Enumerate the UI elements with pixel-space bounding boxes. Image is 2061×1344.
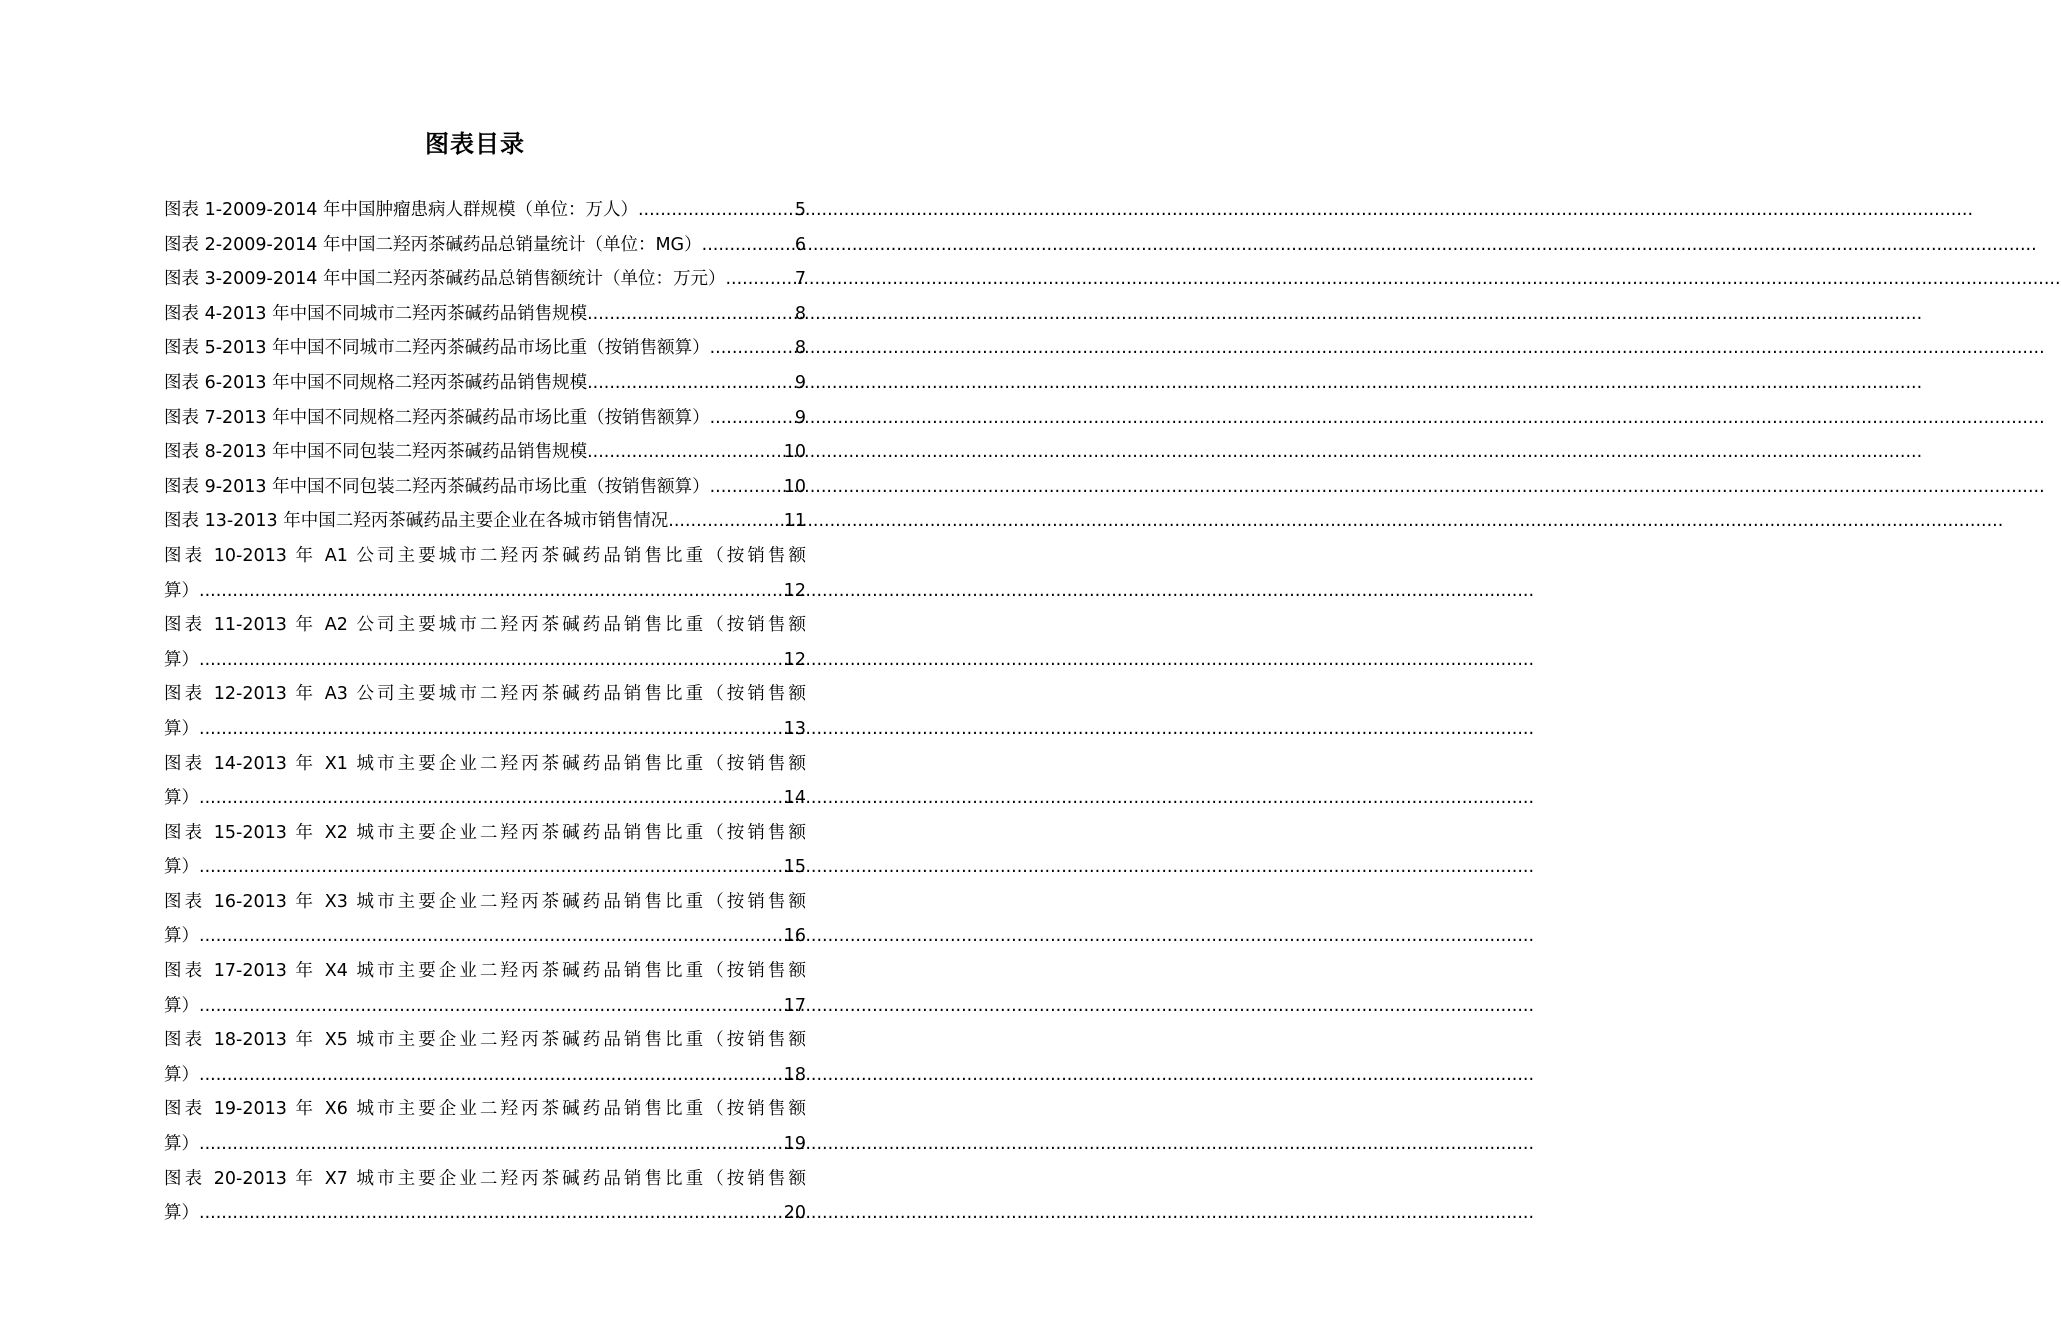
toc-leader-dots [199,919,782,954]
toc-page-number: 6 [794,234,806,255]
toc-entry[interactable] [164,193,806,228]
toc-leader-dots [668,504,781,539]
toc-leader-dots [199,712,782,747]
toc-leader-dots [710,401,793,436]
toc-entry-text: 图表 5-2013 年中国不同城市二羟丙茶碱药品市场比重（按销售额算） [164,338,710,359]
toc-leader-dots [702,228,793,263]
toc-leader-dots [587,366,793,401]
toc-entry-text-continued: 算） [164,788,199,809]
toc-page-number: 11 [783,511,806,532]
toc-page-number: 10 [783,476,806,497]
toc-leader-dots [199,574,782,609]
toc-entry[interactable] [164,262,806,297]
toc-page-number: 18 [783,1064,806,1085]
page-title: 图表目录 [425,130,525,158]
toc-leader-dots [710,331,793,366]
toc-page-number: 16 [783,926,806,947]
toc-page-number: 12 [783,649,806,670]
toc-entry[interactable] [164,470,806,505]
toc-entry-wrapped[interactable] [164,1023,806,1092]
toc-leader-dots [199,1196,782,1231]
toc-page-number: 14 [783,788,806,809]
toc-entry[interactable] [164,331,806,366]
toc-entry-text: 图表 6-2013 年中国不同规格二羟丙茶碱药品销售规模 [164,372,588,393]
toc-entry-text: 图表 10-2013 年 A1 公司主要城市二羟丙茶碱药品销售比重（按销售额 [164,545,806,566]
toc-entry-text: 图表 9-2013 年中国不同包装二羟丙茶碱药品市场比重（按销售额算） [164,476,710,497]
toc-entry-text-continued: 算） [164,649,199,670]
toc-leader-dots [710,470,782,505]
toc-entry-text-continued: 算） [164,995,199,1016]
toc-leader-dots [725,262,792,297]
toc-entry[interactable] [164,435,806,470]
toc-entry[interactable] [164,401,806,436]
toc-entry-text: 图表 3-2009-2014 年中国二羟丙茶碱药品总销售额统计（单位：万元） [164,269,726,290]
toc-entry-text: 图表 20-2013 年 X7 城市主要企业二羟丙茶碱药品销售比重（按销售额 [164,1168,806,1189]
toc-entry[interactable] [164,228,806,263]
toc-page-number: 17 [783,995,806,1016]
toc-entry-wrapped[interactable] [164,954,806,1023]
toc-entry-text: 图表 12-2013 年 A3 公司主要城市二羟丙茶碱药品销售比重（按销售额 [164,684,806,705]
toc-entry-text: 图表 13-2013 年中国二羟丙茶碱药品主要企业在各城市销售情况 [164,511,669,532]
toc-entry-text-continued: 算） [164,1064,199,1085]
document-page [0,0,950,1344]
toc-entry-text: 图表 18-2013 年 X5 城市主要企业二羟丙茶碱药品销售比重（按销售额 [164,1030,806,1051]
toc-entry[interactable] [164,297,806,332]
toc-entry-text-continued: 算） [164,857,199,878]
toc-entry-text: 图表 8-2013 年中国不同包装二羟丙茶碱药品销售规模 [164,442,588,463]
toc-page-number: 7 [794,269,806,290]
toc-entry-text-continued: 算） [164,926,199,947]
toc-leader-dots [199,643,782,678]
toc-entry-wrapped[interactable] [164,539,806,608]
toc-entry-wrapped[interactable] [164,677,806,746]
toc-leader-dots [199,1127,782,1162]
toc-leader-dots [587,435,782,470]
toc-page-number: 8 [794,303,806,324]
toc-entry-text-continued: 算） [164,718,199,739]
toc-entry[interactable] [164,504,806,539]
toc-entry[interactable] [164,366,806,401]
toc-entry-text: 图表 7-2013 年中国不同规格二羟丙茶碱药品市场比重（按销售额算） [164,407,710,428]
toc-entry-wrapped[interactable] [164,816,806,885]
toc-entry-wrapped[interactable] [164,747,806,816]
toc-entry-text: 图表 14-2013 年 X1 城市主要企业二羟丙茶碱药品销售比重（按销售额 [164,753,806,774]
toc-entry-text-continued: 算） [164,1134,199,1155]
toc-page-number: 8 [794,338,806,359]
toc-page-number: 10 [783,442,806,463]
toc-leader-dots [587,297,793,332]
toc-page-number: 15 [783,857,806,878]
toc-leader-dots [638,193,793,228]
toc-entry-text: 图表 2-2009-2014 年中国二羟丙茶碱药品总销量统计（单位：MG） [164,234,702,255]
toc-entry-text: 图表 19-2013 年 X6 城市主要企业二羟丙茶碱药品销售比重（按销售额 [164,1099,806,1120]
toc-leader-dots [199,989,782,1024]
toc-leader-dots [199,850,782,885]
toc-entry-text: 图表 16-2013 年 X3 城市主要企业二羟丙茶碱药品销售比重（按销售额 [164,891,806,912]
toc-page-number: 19 [783,1134,806,1155]
toc-entry-text: 图表 1-2009-2014 年中国肿瘤患病人群规模（单位：万人） [164,200,638,220]
toc-entry-text: 图表 11-2013 年 A2 公司主要城市二羟丙茶碱药品销售比重（按销售额 [164,615,806,636]
toc-entry-text-continued: 算） [164,1203,199,1224]
toc-page-number: 13 [783,718,806,739]
toc-page-number: 9 [794,407,806,428]
toc-entry-wrapped[interactable] [164,608,806,677]
toc-page-number: 5 [794,200,806,220]
toc-entry-wrapped[interactable] [164,885,806,954]
toc-page-number: 20 [783,1203,806,1224]
toc-entry-wrapped[interactable] [164,1162,806,1231]
toc-page-number: 9 [794,372,806,393]
toc-leader-dots [199,1058,782,1093]
toc-entry-text: 图表 17-2013 年 X4 城市主要企业二羟丙茶碱药品销售比重（按销售额 [164,961,806,982]
table-of-figures [164,193,806,1231]
toc-entry-text: 图表 4-2013 年中国不同城市二羟丙茶碱药品销售规模 [164,303,588,324]
toc-entry-text-continued: 算） [164,580,199,601]
toc-page-number: 12 [783,580,806,601]
toc-leader-dots [199,781,782,816]
toc-entry-text: 图表 15-2013 年 X2 城市主要企业二羟丙茶碱药品销售比重（按销售额 [164,822,806,843]
toc-entry-wrapped[interactable] [164,1092,806,1161]
